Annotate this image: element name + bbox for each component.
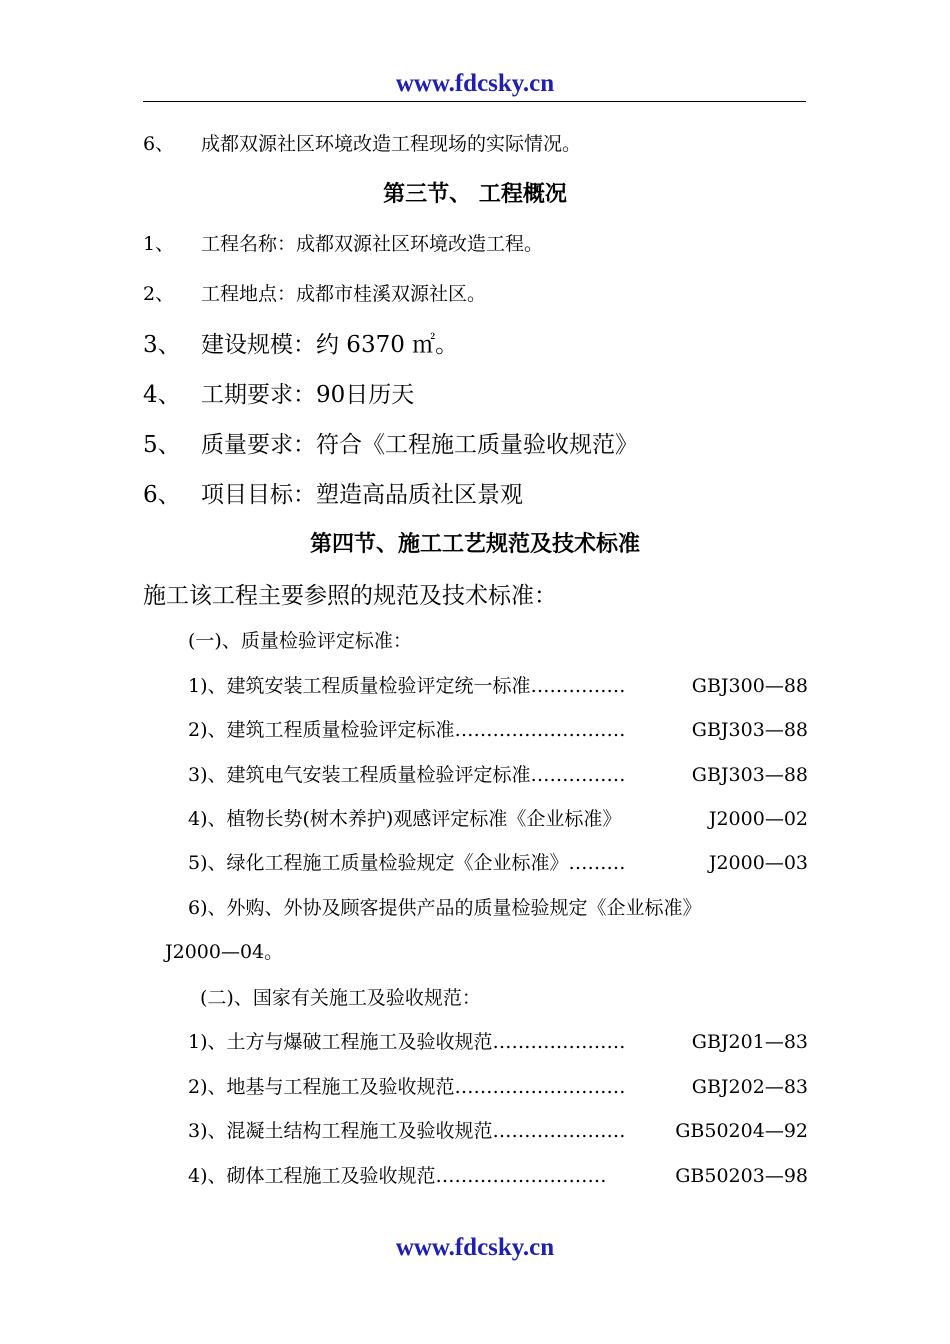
- header-site-url[interactable]: www.fdcsky.cn: [395, 70, 555, 97]
- standard-item-6-line1: 6)、外购、外协及顾客提供产品的质量检验规定《企业标准》: [188, 897, 702, 919]
- section3-title: 第三节、 工程概况: [383, 181, 567, 207]
- item-number: 4、: [143, 382, 181, 408]
- item-number: 5、: [143, 432, 181, 458]
- item-number: 6、: [143, 482, 181, 508]
- standard-code: GBJ303—88: [691, 764, 808, 786]
- section3-item: [143, 279, 806, 309]
- item-text: 工程名称：成都双源社区环境改造工程。: [201, 233, 544, 255]
- standard-name: 5)、绿化工程施工质量检验规定《企业标准》: [188, 852, 569, 874]
- standard-item: [188, 1161, 808, 1188]
- item-text: 工期要求：90日历天: [201, 382, 415, 408]
- standard-name: 2)、地基与工程施工及验收规范: [188, 1076, 455, 1098]
- standard-item: [188, 715, 808, 742]
- section3-item: [143, 476, 806, 510]
- item-number: 2、: [143, 283, 175, 305]
- section3-item: [143, 426, 806, 460]
- leader-dots: ………………………: [435, 1165, 607, 1187]
- standard-code: GBJ201—83: [691, 1031, 808, 1053]
- standard-code: GB50203—98: [675, 1165, 808, 1187]
- section4-title: 第四节、施工工艺规范及技术标准: [309, 531, 640, 557]
- standard-name: 4)、植物长势(树木养护)观感评定标准《企业标准》: [188, 808, 622, 830]
- leader-dots: ……………: [530, 675, 626, 697]
- standard-name: 1)、建筑安装工程质量检验评定统一标准: [188, 675, 531, 697]
- group1-title: (一)、质量检验评定标准：: [188, 630, 412, 652]
- item-number: 3、: [143, 332, 181, 358]
- standard-code: J2000—02: [708, 808, 808, 830]
- leader-dots: …………………: [492, 1120, 626, 1142]
- leader-dots: ………………………: [454, 1076, 626, 1098]
- standard-name: 1)、土方与爆破工程施工及验收规范: [188, 1031, 493, 1053]
- leader-dots: ……………: [530, 764, 626, 786]
- item-number: 1、: [143, 233, 175, 255]
- standard-name: 3)、建筑电气安装工程质量检验评定标准: [188, 764, 531, 786]
- standard-code: GBJ303—88: [691, 719, 808, 741]
- section3-item: [143, 229, 806, 259]
- item-text: 项目目标：塑造高品质社区景观: [201, 482, 523, 508]
- item-number: 6、: [143, 133, 175, 155]
- standard-name: 3)、混凝土结构工程施工及验收规范: [188, 1120, 493, 1142]
- footer-site-url[interactable]: www.fdcsky.cn: [395, 1234, 555, 1261]
- leader-dots: …………………: [492, 1031, 626, 1053]
- intro-item: [143, 129, 806, 159]
- standard-item: [188, 760, 808, 787]
- standard-item: [188, 671, 808, 698]
- standard-item: [188, 1116, 808, 1143]
- standard-code: GB50204—92: [675, 1120, 808, 1142]
- standard-code: J2000—03: [708, 852, 808, 874]
- item-text: 成都双源社区环境改造工程现场的实际情况。: [201, 133, 582, 155]
- section3-item: [143, 376, 806, 410]
- item-text: 质量要求：符合《工程施工质量验收规范》: [201, 432, 638, 458]
- item-text: 工程地点：成都市桂溪双源社区。: [201, 283, 487, 305]
- standard-code: GBJ202—83: [691, 1076, 808, 1098]
- standard-code: GBJ300—88: [691, 675, 808, 697]
- group2-title: (二)、国家有关施工及验收规范：: [200, 987, 481, 1009]
- header-divider: [143, 101, 806, 102]
- item-text: 建设规模：约 6370 ㎡。: [201, 332, 459, 358]
- standard-name: 2)、建筑工程质量检验评定标准: [188, 719, 455, 741]
- standard-item-6-line2: J2000—04。: [165, 941, 284, 963]
- standard-item: [188, 1027, 808, 1054]
- standard-item: [188, 1072, 808, 1099]
- leader-dots: ………: [568, 852, 626, 874]
- standard-name: 4)、砌体工程施工及验收规范: [188, 1165, 436, 1187]
- standard-item: [188, 804, 808, 831]
- standard-item: [188, 848, 808, 875]
- section3-item: [143, 326, 806, 360]
- leader-dots: ………………………: [454, 719, 626, 741]
- section4-intro: 施工该工程主要参照的规范及技术标准：: [143, 583, 557, 609]
